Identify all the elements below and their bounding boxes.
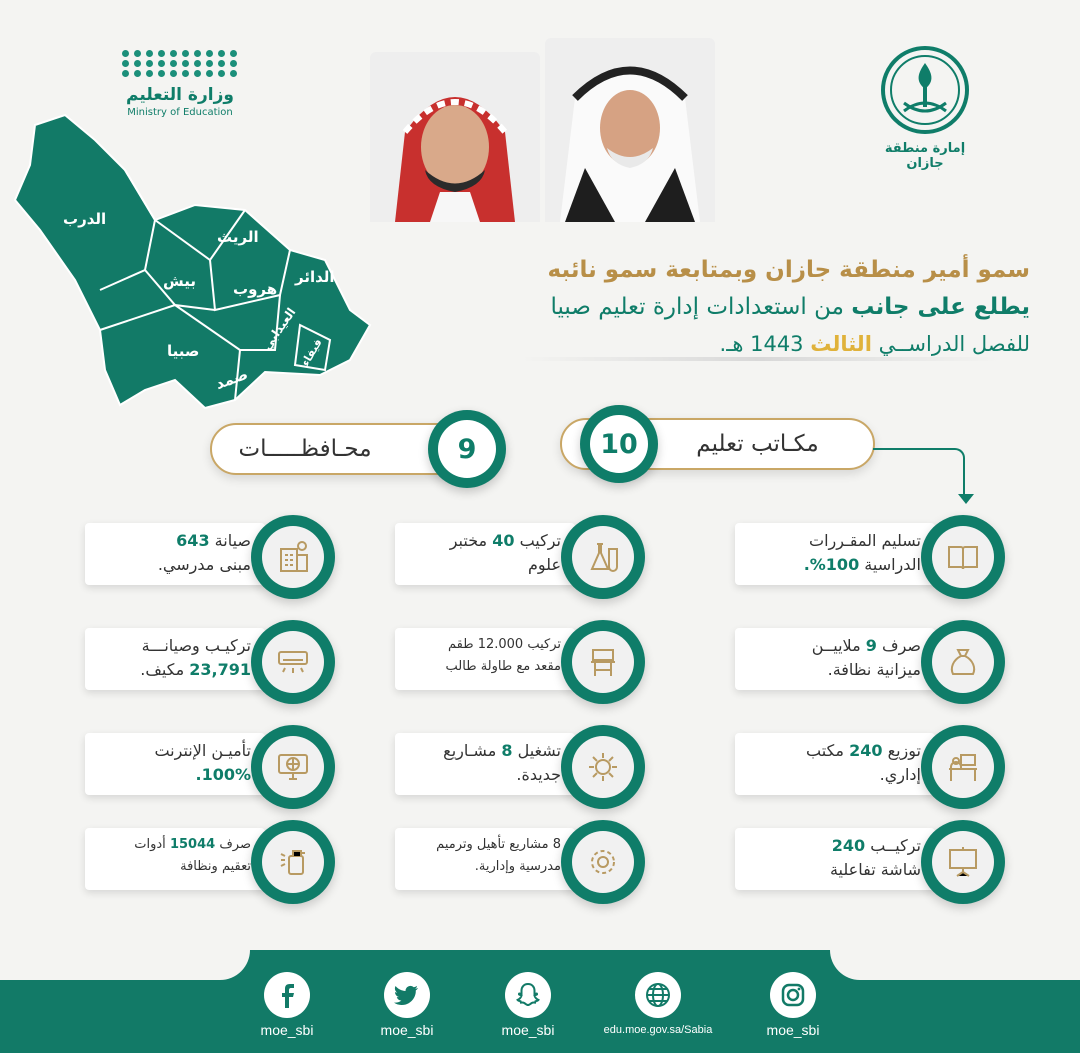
- globe-icon[interactable]: [635, 972, 681, 1018]
- emblem-icon: [880, 45, 970, 135]
- desk-icon: [561, 620, 645, 704]
- stat-number: 643: [176, 531, 210, 550]
- governorates-count: 9: [438, 420, 496, 478]
- headline-line-3-a: للفصل الدراســي: [878, 332, 1030, 356]
- stat-box: [735, 523, 935, 585]
- stat-number: 240: [849, 741, 883, 760]
- stat-new-projects: [380, 725, 645, 791]
- stat-student-desks: [380, 620, 645, 686]
- region-map-shape: [5, 110, 375, 410]
- snapchat-handle[interactable]: moe_sbi: [501, 1022, 555, 1038]
- offices-count-circle: [580, 405, 658, 483]
- emirate-emblem: [870, 45, 980, 171]
- map-label-fifa: فيفاء: [298, 336, 325, 369]
- headline-line-2: [395, 288, 1030, 326]
- governorates-count-circle: [428, 410, 506, 488]
- stat-number: 40: [492, 531, 515, 550]
- stat-text: ملاييــن: [811, 636, 861, 655]
- ministry-logo: [115, 50, 245, 118]
- region-map: [5, 110, 375, 410]
- connector-arrow-icon: [958, 494, 974, 504]
- map-label-alraith: الريث: [217, 228, 259, 246]
- stat-text: مكتب: [806, 741, 844, 760]
- presentation-board-icon: [921, 820, 1005, 904]
- book-icon: [921, 515, 1005, 599]
- website-url[interactable]: edu.moe.gov.sa/Sabia: [603, 1024, 713, 1036]
- stat-box: [395, 523, 575, 585]
- stat-curriculum-delivery: [725, 515, 1005, 581]
- instagram-icon[interactable]: [770, 972, 816, 1018]
- headline-line-2-rest: من استعدادات إدارة تعليم صبيا: [550, 294, 844, 320]
- stat-number: 8: [501, 741, 513, 760]
- stat-box: [85, 628, 265, 690]
- internet-monitor-icon: [251, 725, 335, 809]
- stat-text: تركيب: [519, 531, 561, 550]
- stat-sanitization-tools: [70, 820, 335, 886]
- gear-icon: [561, 725, 645, 809]
- stat-text: مكيف.: [140, 660, 185, 679]
- snapchat-icon[interactable]: [505, 972, 551, 1018]
- stat-number: 9: [865, 636, 877, 655]
- map-label-baish: بيش: [163, 272, 196, 290]
- stat-box: [395, 828, 575, 890]
- stat-number: 15044: [169, 837, 216, 852]
- map-label-sabya: صبيا: [167, 342, 200, 360]
- stat-number: 100%.: [803, 555, 860, 574]
- stat-internet: [70, 725, 335, 791]
- stat-box: [85, 733, 265, 795]
- social-twitter[interactable]: [352, 972, 462, 1038]
- social-website[interactable]: [588, 972, 728, 1036]
- stat-text: جديدة.: [516, 765, 561, 784]
- facebook-icon[interactable]: [264, 972, 310, 1018]
- stat-text: مختبر: [449, 531, 488, 550]
- stat-interactive-screens: [725, 820, 1005, 886]
- building-icon: [251, 515, 335, 599]
- stat-text: صيانة: [214, 531, 251, 550]
- map-label-damad: ضمد: [212, 364, 251, 394]
- stat-text: تركيـب وصيانـــة: [141, 636, 251, 655]
- stat-text: تركيب 12.000 طقم: [447, 637, 561, 652]
- money-bag-icon: [921, 620, 1005, 704]
- stat-box: [85, 523, 265, 585]
- stat-text: مدرسية وإدارية.: [474, 859, 561, 874]
- stat-box: [395, 733, 575, 795]
- ministry-logo-dots: [115, 50, 245, 77]
- stat-box: [735, 733, 935, 795]
- headline-line-3-gold: الثالث: [810, 332, 872, 356]
- instagram-handle[interactable]: moe_sbi: [766, 1022, 820, 1038]
- map-label-aldarb: الدرب: [63, 210, 107, 228]
- twitter-handle[interactable]: moe_sbi: [380, 1022, 434, 1038]
- stat-text: إداري.: [879, 765, 921, 784]
- stat-text: علوم: [527, 555, 561, 574]
- stat-air-conditioners: [70, 620, 335, 686]
- social-facebook[interactable]: [232, 972, 342, 1038]
- map-label-aleidabi: العيدابي: [259, 305, 299, 353]
- ministry-name-ar: وزارة التعليم: [126, 85, 234, 105]
- stat-text: مشـاريع: [443, 741, 497, 760]
- headline-divider: [520, 357, 1000, 361]
- stat-box: [735, 828, 935, 890]
- stat-text: صرف: [882, 636, 921, 655]
- stat-box: [395, 628, 575, 690]
- emirate-name: إمارة منطقة جازان: [884, 141, 966, 171]
- social-instagram[interactable]: [738, 972, 848, 1038]
- stat-number: 100%.: [195, 765, 251, 784]
- office-desk-icon: [921, 725, 1005, 809]
- stat-text: 8 مشاريع تأهيل وترميم: [436, 837, 561, 852]
- air-conditioner-icon: [251, 620, 335, 704]
- headline: [395, 252, 1030, 362]
- headline-line-3-b: 1443 هـ.: [719, 332, 804, 356]
- stat-text: مقعد مع طاولة طالب: [445, 659, 561, 674]
- stat-box: [735, 628, 935, 690]
- portrait-deputy: [370, 52, 540, 222]
- stat-office-distribution: [725, 725, 1005, 791]
- stat-text: مبنى مدرسي.: [157, 555, 251, 574]
- stat-text: شاشة تفاعلية: [829, 860, 921, 879]
- map-label-aldaer: الدائر: [295, 268, 335, 286]
- footer-notch-right: [830, 950, 1080, 980]
- stat-text: تأميـن الإنترنت: [154, 741, 251, 760]
- stat-number: 23,791: [189, 660, 251, 679]
- headline-line-1: سمو أمير منطقة جازان وبمتابعة سمو نائبه: [547, 257, 1030, 283]
- facebook-handle[interactable]: moe_sbi: [260, 1022, 314, 1038]
- settings-cycle-icon: [561, 820, 645, 904]
- flask-icon: [561, 515, 645, 599]
- offices-count: 10: [590, 415, 648, 473]
- stat-text: تركيــب: [870, 836, 921, 855]
- ministry-name-en: Ministry of Education: [127, 107, 233, 118]
- headline-line-2-bold: يطلع على جانب: [851, 294, 1030, 320]
- stat-number: 240: [831, 836, 866, 855]
- stat-text: صرف: [219, 837, 251, 852]
- stat-text: الدراسية: [864, 555, 921, 574]
- stat-text: ميزانية نظافة.: [827, 660, 921, 679]
- stat-science-labs: [380, 515, 645, 581]
- map-label-haroob: هروب: [233, 280, 278, 298]
- twitter-icon[interactable]: [384, 972, 430, 1018]
- stat-rehabilitation-projects: [380, 820, 645, 886]
- spray-icon: [251, 820, 335, 904]
- stat-text: تعقيم ونظافة: [180, 859, 251, 874]
- stat-text: تشغيل: [517, 741, 561, 760]
- portrait-prince: [545, 38, 715, 222]
- connector-line: [873, 448, 965, 498]
- stat-text: تسليم المقـررات: [809, 531, 921, 550]
- stat-maintenance-buildings: [70, 515, 335, 581]
- stat-cleaning-budget: [725, 620, 1005, 686]
- footer-notch-left: [0, 950, 250, 980]
- governorates-label: محـافظـــــات: [238, 436, 372, 462]
- stat-text: أدوات: [134, 837, 166, 852]
- stat-box: [85, 828, 265, 890]
- social-snapchat[interactable]: [473, 972, 583, 1038]
- offices-label: مكـاتب تعليم: [696, 431, 819, 457]
- stat-text: توزيع: [887, 741, 921, 760]
